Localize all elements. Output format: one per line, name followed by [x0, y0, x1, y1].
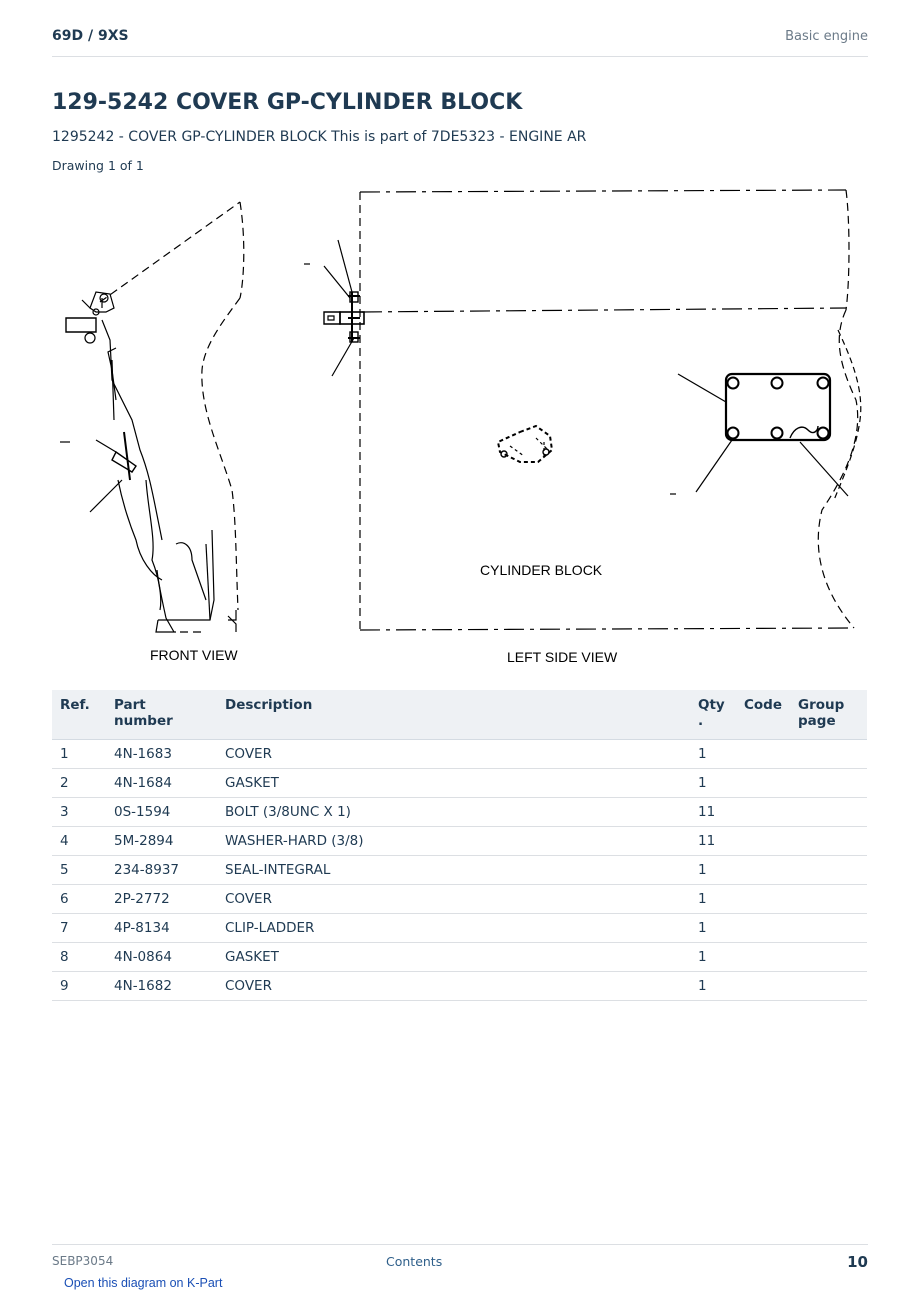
row-qty: 1 — [690, 972, 736, 1001]
row-part-number: 4N-1682 — [106, 972, 217, 1001]
contents-link[interactable]: Contents — [386, 1254, 443, 1269]
row-qty: 1 — [690, 885, 736, 914]
row-group-page — [790, 798, 867, 827]
row-description: GASKET — [217, 943, 690, 972]
row-part-number: 4P-8134 — [106, 914, 217, 943]
row-part-number: 4N-1684 — [106, 769, 217, 798]
model-label: 69D / 9XS — [52, 28, 129, 44]
front-view-drawing — [60, 202, 244, 632]
header-qty: Qty . — [690, 690, 736, 740]
row-part-number: 0S-1594 — [106, 798, 217, 827]
header-group-page: Group page — [790, 690, 867, 740]
row-code — [736, 827, 790, 856]
row-code — [736, 972, 790, 1001]
table-row — [52, 769, 867, 798]
row-ref: 1 — [52, 740, 106, 769]
table-row — [52, 943, 867, 972]
row-ref: 6 — [52, 885, 106, 914]
front-view-label: FRONT VIEW — [150, 647, 238, 663]
row-qty: 1 — [690, 943, 736, 972]
row-qty: 11 — [690, 827, 736, 856]
table-row — [52, 885, 867, 914]
cylinder-block-label: CYLINDER BLOCK — [480, 562, 603, 578]
row-part-number: 4N-1683 — [106, 740, 217, 769]
row-ref: 8 — [52, 943, 106, 972]
page-subtitle: 1295242 - COVER GP-CYLINDER BLOCK This is part of 7DE5323 - ENGINE AR — [52, 129, 587, 145]
left-side-view-label: LEFT SIDE VIEW — [507, 649, 618, 665]
row-qty: 1 — [690, 914, 736, 943]
row-qty: 1 — [690, 740, 736, 769]
row-code — [736, 885, 790, 914]
row-description: GASKET — [217, 769, 690, 798]
row-code — [736, 856, 790, 885]
row-code — [736, 943, 790, 972]
table-row — [52, 740, 867, 769]
row-ref: 3 — [52, 798, 106, 827]
row-description: SEAL-INTEGRAL — [217, 856, 690, 885]
row-description: CLIP-LADDER — [217, 914, 690, 943]
row-ref: 7 — [52, 914, 106, 943]
row-group-page — [790, 856, 867, 885]
row-group-page — [790, 914, 867, 943]
row-description: WASHER-HARD (3/8) — [217, 827, 690, 856]
row-qty: 1 — [690, 769, 736, 798]
table-row — [52, 827, 867, 856]
table-row — [52, 972, 867, 1001]
row-description: COVER — [217, 885, 690, 914]
header-ref: Ref. — [52, 690, 106, 740]
row-description: COVER — [217, 972, 690, 1001]
row-code — [736, 798, 790, 827]
row-part-number: 2P-2772 — [106, 885, 217, 914]
table-row — [52, 914, 867, 943]
page-header — [52, 28, 868, 57]
row-description: COVER — [217, 740, 690, 769]
page-footer — [52, 1244, 868, 1275]
parts-diagram — [52, 180, 868, 680]
parts-table-header-row — [52, 690, 867, 740]
header-part-number: Part number — [106, 690, 217, 740]
table-row — [52, 856, 867, 885]
row-qty: 1 — [690, 856, 736, 885]
row-part-number: 234-8937 — [106, 856, 217, 885]
row-code — [736, 740, 790, 769]
table-row — [52, 798, 867, 827]
header-description: Description — [217, 690, 690, 740]
row-group-page — [790, 827, 867, 856]
row-group-page — [790, 972, 867, 1001]
row-group-page — [790, 885, 867, 914]
row-qty: 11 — [690, 798, 736, 827]
row-group-page — [790, 740, 867, 769]
row-description: BOLT (3/8UNC X 1) — [217, 798, 690, 827]
row-group-page — [790, 943, 867, 972]
parts-table — [52, 690, 867, 1001]
header-code: Code — [736, 690, 790, 740]
row-ref: 9 — [52, 972, 106, 1001]
row-group-page — [790, 769, 867, 798]
row-ref: 2 — [52, 769, 106, 798]
row-code — [736, 769, 790, 798]
row-ref: 4 — [52, 827, 106, 856]
row-part-number: 4N-0864 — [106, 943, 217, 972]
row-part-number: 5M-2894 — [106, 827, 217, 856]
open-in-kpart-link[interactable]: Open this diagram on K-Part — [64, 1276, 223, 1290]
page-number: 10 — [847, 1253, 868, 1271]
page-title: 129-5242 COVER GP-CYLINDER BLOCK — [52, 90, 523, 115]
section-label: Basic engine — [785, 29, 868, 44]
row-code — [736, 914, 790, 943]
row-ref: 5 — [52, 856, 106, 885]
document-id: SEBP3054 — [52, 1254, 114, 1268]
drawing-counter: Drawing 1 of 1 — [52, 158, 144, 173]
